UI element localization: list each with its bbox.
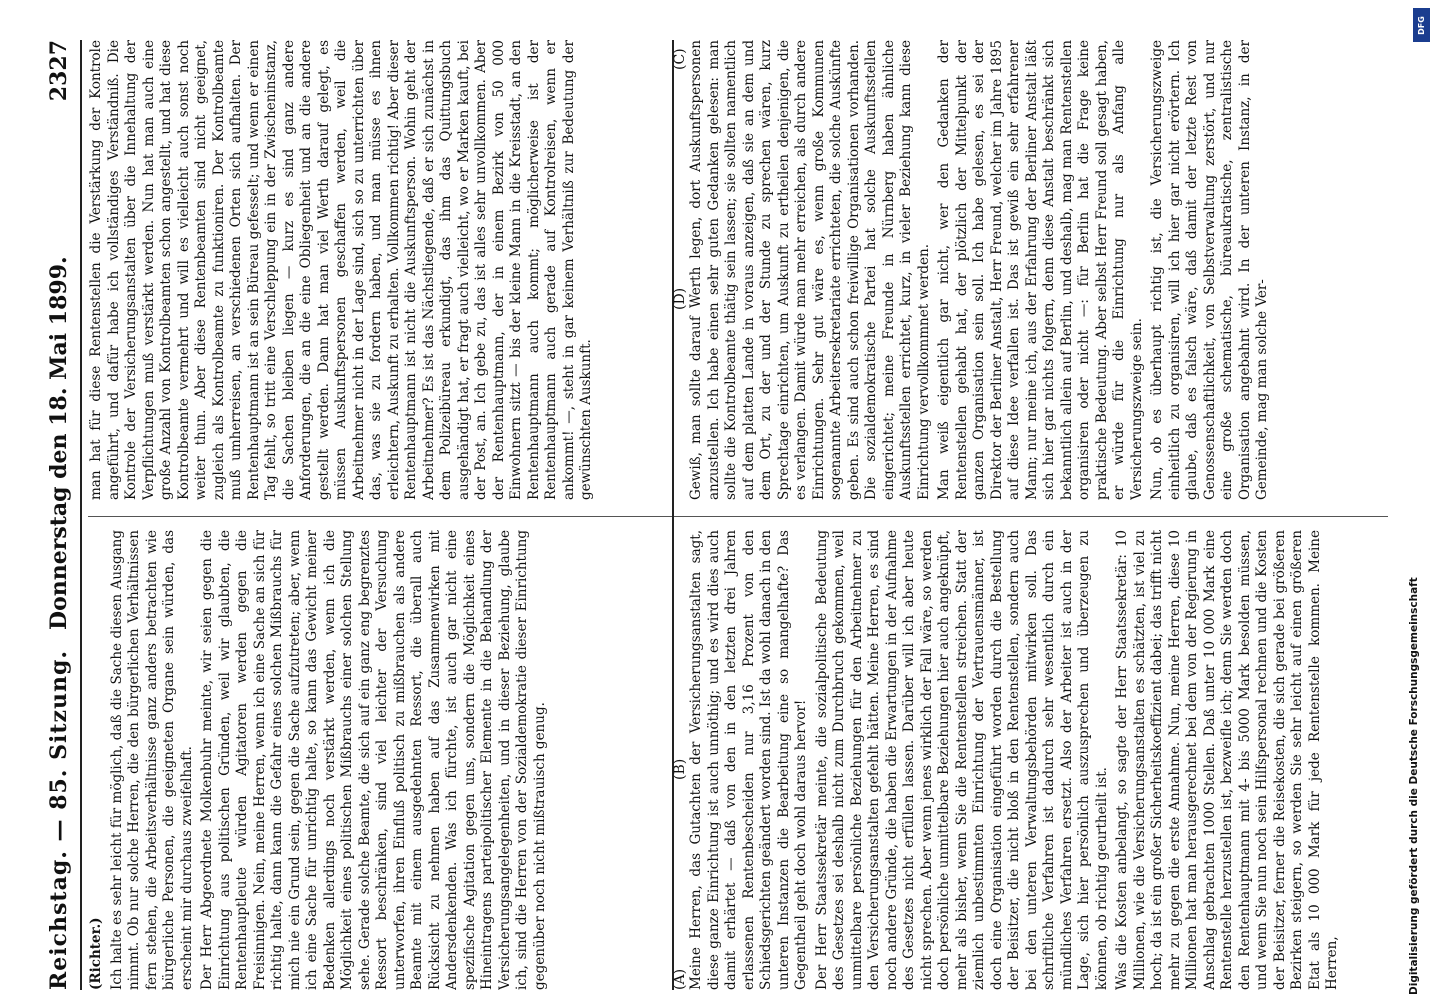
- half-divider: [672, 40, 674, 990]
- margin-letter-d: (D): [672, 287, 688, 310]
- margin-letter-c: (C): [672, 48, 688, 70]
- column-left-lower: [688, 530, 1388, 990]
- margin-letter-b: (B): [672, 758, 688, 780]
- column-right-lower: [688, 40, 1388, 500]
- paragraph: Der Herr Abgeordnete Molkenbuhr meinte, wir seien gegen die Einrichtung aus politischen Gründen, weil wir glaubten, die Rentenhauptleute würden Agitatoren werden gegen die Freisinnigen. Nein, meine Herren, wenn ich eine Sache an sich für richtig halte, dann kann die Gefahr eines solchen Mißbrauchs für mich nie ein Grund sein, gegen die Sache aufzutreten; aber, wenn ich eine Sache für unrichtig halte, so kann das Gewicht meiner Bedenken allerdings noch verstärkt werden, wenn ich die Möglichkeit eines politischen Mißbrauchs einer solchen Stellung sehe. Gerade solche Beamte, die sich auf ein ganz eng begrenztes Ressort beschränken, sind viel leichter der Versuchung unterworfen, ihren Einfluß politisch zu mißbrauchen als andere Beamte mit einem ausgedehnten Ressort, die überall auch Rücksicht zu nehmen haben auf das Zusammenwirken mit Andersdenkenden. Was ich fürchte, ist auch gar nicht eine spezifische Agitation gegen uns, sondern die Möglichkeit eines Hineintragens parteipolitischer Elemente in die Behandlung der Versicherungsangelegenheiten, und in dieser Beziehung, glaube ich, sind die Herren von der Sozialdemokratie dieser Einrichtung gegenüber noch nicht mißtrauisch genug.: [199, 530, 548, 990]
- digitization-credit: [1408, 10, 1430, 995]
- margin-letter-a: (A): [672, 968, 688, 990]
- paragraph: Nun, ob es überhaupt richtig ist, die Versicherungszweige einheitlich zu organisiren, will ich hier gar nicht erörtern. Ich glaube, daß es falsch wäre, daß damit der letzte Rest von Genossenschaftlichkeit, von Selbstverwaltung zerstört, und nur eine große schematische, büreaukratische, zentralistische Organisation angebahnt wird. In der unteren Instanz, in der Gemeinde, mag man solche Ver-: [1149, 40, 1270, 500]
- paragraph: Ich halte es sehr leicht für möglich, daß die Sache diesen Ausgang nimmt. Ob nur solche Herren, die den bürgerlichen Verhältnissen fern stehen, die Arbeitsverhältnisse ganz anders betrachten wie bürgerliche Personen, die geeigneten Organe sein würden, das erscheint mir durchaus zweifelhaft.: [108, 530, 195, 990]
- speaker-label: (Richter.): [88, 917, 104, 990]
- column-right: [88, 40, 658, 500]
- column-divider: [88, 516, 1388, 517]
- header-session: Reichstag. — 85. Sitzung.: [46, 649, 72, 990]
- header-rule: [80, 40, 82, 990]
- paragraph: Der Herr Staatssekretär meinte, die sozialpolitische Bedeutung des Gesetzes sei deshalb nicht zum Durchbruch gekommen, weil unmittelbare persönliche Beziehungen für den Arbeitnehmer zu den Versicherungsanstalten gefehlt hätten. Meine Herren, es sind noch andere Gründe, die haben die Erwartungen in der Aufnahme des Gesetzes nicht erfüllen lassen. Darüber will ich aber heute nicht sprechen. Aber wenn jenes wirklich der Fall wäre, so werden doch persönliche unmittelbare Beziehungen hier auch angeknüpft, mehr als bisher, wenn Sie die Rentenstellen streichen. Statt der ziemlich unbestimmten Einrichtung der Vertrauensmänner, ist doch eine Organisation eingeführt worden durch die Bestellung der Beisitzer, die nicht bloß in den Rentenstellen, sondern auch bei den unteren Verwaltungsbehörden mitwirken soll. Das schriftliche Verfahren ist dadurch sehr wesentlich durch ein mündliches Verfahren ersetzt. Also der Arbeiter ist auch in der Lage, sich hier persönlich auszusprechen und überzeugen zu können, ob richtig geurtheilt ist.: [813, 530, 1110, 990]
- page-header: [40, 40, 80, 990]
- column-left: [88, 530, 658, 990]
- paragraph: Meine Herren, das Gutachten der Versicherungsanstalten sagt, diese ganze Einrichtung ist auch unnöthig; und es wird dies auch damit erhärtet — daß von den in den letzten drei Jahren erlassenen Rentenbescheiden nur 3,16 Prozent von den Schiedsgerichten geändert worden sind. Ist da wohl danach in den unteren Instanzen die Bearbeitung eine so mangelhafte? Das Gegentheil geht doch wohl daraus hervor!: [688, 530, 809, 990]
- paragraph: Gewiß, man sollte darauf Werth legen, dort Auskunftspersonen anzustellen. Ich habe einen sehr guten Gedanken gelesen: man sollte die Kontrolbeamte thätig sein lassen; sie sollten namentlich auf dem platten Lande in voraus anzeigen, daß sie an dem und dem Ort, zu der und der Stunde zu sprechen wären, kurz Sprechtage einrichten, um Auskunft zu ertheilen denjenigen, die es verlangen. Damit würde man mehr erreichen, als durch andere Einrichtungen. Sehr gut wäre es, wenn große Kommunen sogenannte Arbeitersekretariate errichteten, die solche Auskünfte geben. Es sind auch schon freiwillige Organisationen vorhanden. Die sozialdemokratische Partei hat solche Auskunftsstellen eingerichtet; meine Freunde in Nürnberg haben ähnliche Auskunftsstellen errichtet, kurz, in vieler Beziehung kann diese Einrichtung vervollkommnet werden.: [688, 40, 932, 500]
- page-number: 2327: [46, 40, 72, 102]
- paragraph: Was die Kosten anbelangt, so sagte der Herr Staatssekretär: 10 Millionen, wie die Versicherungsanstalten es schätzten, ist viel zu hoch; da ist ein großer Sicherheitskoeffizient dabei; das trifft nicht mehr zu gegen die erste Annahme. Nun, meine Herren, diese 10 Millionen hat man herausgerechnet bei dem von der Regierung in Anschlag gebrachten 1000 Stellen. Daß unter 10 000 Mark eine Rentenstelle herzustellen ist, bezweifle ich; denn Sie werden doch den Rentenhauptmann mit 4- bis 5000 Mark besolden müssen, und wenn Sie nun noch sein Hilfspersonal rechnen und die Kosten der Beisitzer, ferner die Reisekosten, die sich gerade bei größeren Bezirken steigern, so werden Sie sehr leicht auf einen größeren Etat als 10 000 Mark für jede Rentenstelle kommen. Meine Herren,: [1114, 530, 1340, 990]
- credit-text: Digitalisierung gefördert durch die Deutsche Forschungsgemeinschaft: [1408, 577, 1420, 995]
- dfg-logo: DFG: [1413, 8, 1430, 42]
- paragraph: Man weiß eigentlich gar nicht, wer den Gedanken der Rentenstellen gehabt hat, der plötzlich der Mittelpunkt der ganzen Organisation sein soll. Ich habe gelesen, es sei der Direktor der Berliner Anstalt, Herr Freund, welcher im Jahre 1895 auf diese Idee verfallen ist. Das ist gewiß ein sehr erfahrener Mann; nur meine ich, aus der Erfahrung der Berliner Anstalt läßt sich hier gar nichts folgern, denn diese Anstalt beschränkt sich bekanntlich allein auf Berlin, und deshalb, mag man Rentenstellen organisiren oder nicht —: für Berlin hat die Frage keine praktische Bedeutung. Aber selbst Herr Freund soll gesagt haben, er würde für die Einrichtung nur als Anfang alle Versicherungszweige sein.: [936, 40, 1145, 500]
- header-date: Donnerstag den 18. Mai 1899.: [46, 256, 72, 630]
- paragraph: man hat für diese Rentenstellen die Verstärkung der Kontrole angeführt, und dafür habe ich vollständiges Verständniß. Die Kontrole der Versicherungsanstalten über die Innehaltung der Verpflichtungen muß verstärkt werden. Nun hat man auch eine große Anzahl von Kontrolbeamten schon angestellt, und hat diese Kontrolbeamte vermehrt und will es vielleicht auch sonst noch weiter thun. Aber diese Rentenbeamten sind nicht geeignet, zugleich als Kontrolbeamte zu funktioniren. Der Kontrolbeamte muß umherreisen, an verschiedenen Orten sich aufhalten. Der Rentenhauptmann ist an sein Büreau gefesselt; und wenn er einen Tag fehlt, so tritt eine Verschleppung ein in der Zwischeninstanz, die Sachen bleiben liegen — kurz es sind ganz andere Anforderungen, die an die eine Obliegenheit und an die andere gestellt werden. Dann hat man viel Werth darauf gelegt, es müssen Auskunftspersonen geschaffen werden, weil die Arbeitnehmer nicht in der Lage sind, sich so zu unterrichten über das, was sie zu fordern haben, und man müsse es ihnen erleichtern, Auskunft zu erhalten. Vollkommen richtig! Aber dieser Rentenhauptmann ist nicht die Auskunftsperson. Wohin geht der Arbeitnehmer? Es ist das Nächstliegende, daß er sich zunächst in dem Polizeibüreau erkundigt, das ihm das Quittungsbuch ausgehändigt hat, er fragt auch vielleicht, wo er Marken kauft, bei der Post, an. Ich gebe zu, das ist alles sehr unvollkommen. Aber der Rentenhauptmann, der in einem Bezirk von 50 000 Einwohnern sitzt — bis der kleine Mann in die Kreisstadt, an den Rentenhauptmann auch kommt; möglicherweise ist der Rentenhauptmann auch gerade auf Kontrolreisen, wenn er ankommt! —, steht in gar keinem Verhältniß zur Bedeutung der gewünschten Auskunft.: [88, 40, 594, 500]
- rotated-page-content: [40, 40, 1400, 990]
